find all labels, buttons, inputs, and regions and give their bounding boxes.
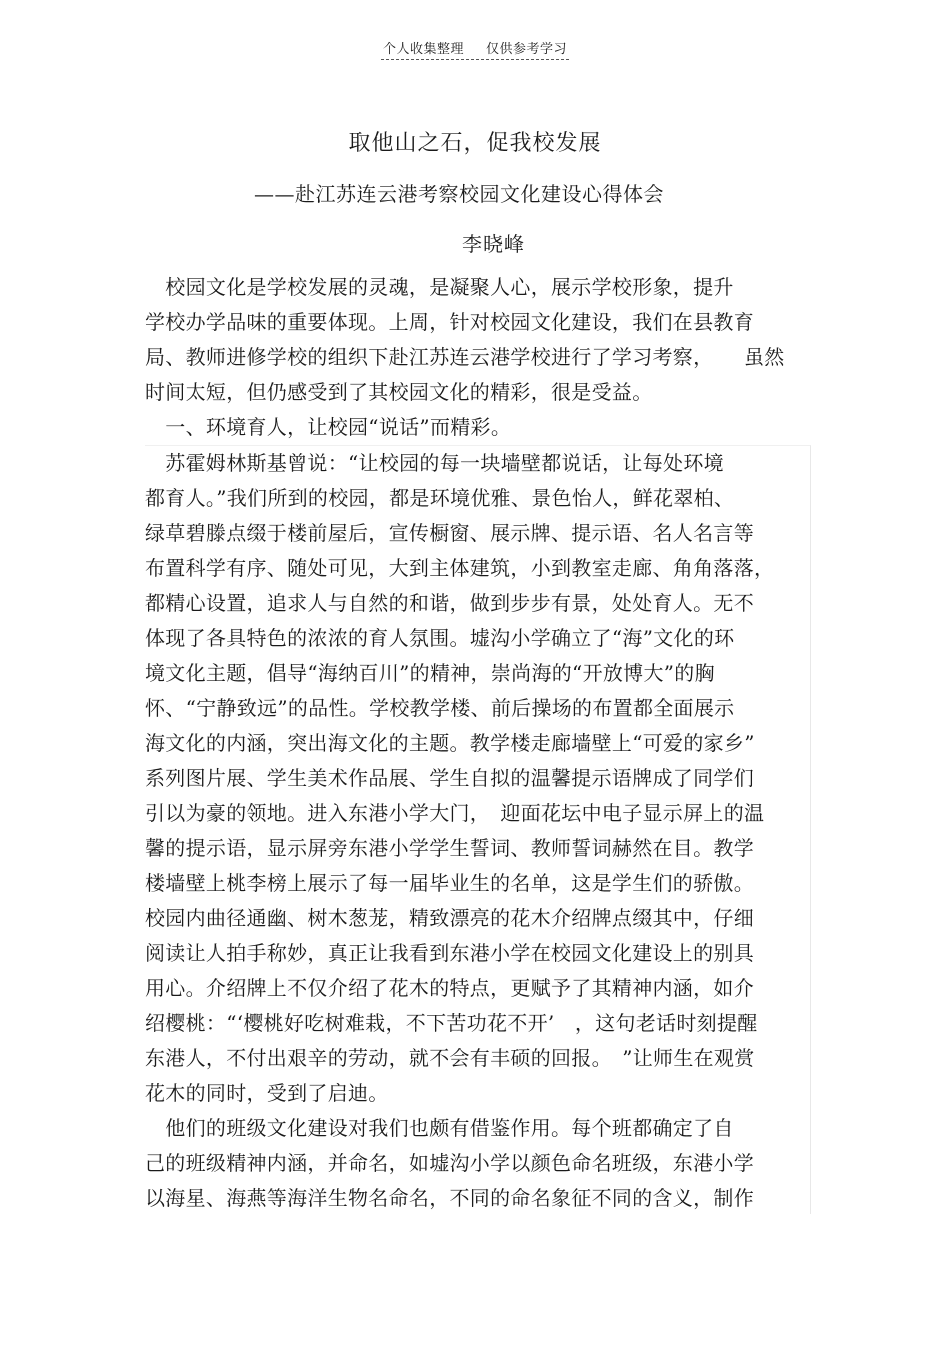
header-right-text: 仅供参考学习	[486, 42, 568, 57]
text-line: 东港人，不付出艰辛的劳动，就不会有丰硕的回报。 ”让师生在观赏	[145, 1046, 755, 1070]
text-line: 以海星、海燕等海洋生物名命名，不同的命名象征不同的含义，制作	[145, 1186, 754, 1210]
page-header	[0, 38, 950, 60]
intro-section	[145, 270, 810, 445]
text-line: 体现了各具特色的浓浓的育人氛围。墟沟小学确立了“海”文化的环	[145, 626, 735, 650]
text-line: 境文化主题，倡导“海纳百川”的精神，崇尚海的“开放博大”的胸	[145, 661, 715, 685]
document-subtitle: ——赴江苏连云港考察校园文化建设心得体会	[254, 182, 664, 206]
text-line: 海文化的内涵，突出海文化的主题。教学楼走廊墙壁上“可爱的家乡”	[145, 731, 755, 755]
document-title: 取他山之石，促我校发展	[348, 131, 602, 156]
text-line: 他们的班级文化建设对我们也颇有借鉴作用。每个班都确定了自	[145, 1116, 734, 1140]
main-section	[145, 445, 811, 1214]
text-line: 布置科学有序、随处可见，大到主体建筑，小到教室走廊、角角落落，	[145, 556, 775, 580]
header-left-text: 个人收集整理	[382, 42, 464, 57]
text-line: 都育人。”我们所到的校园，都是环境优雅、景色怡人，鲜花翠柏、	[145, 486, 735, 510]
text-line: 楼墙壁上桃李榜上展示了每一届毕业生的名单，这是学生们的骄傲。	[145, 871, 754, 895]
document-author: 李晓峰	[462, 232, 525, 256]
text-line: 苏霍姆林斯基曾说：“让校园的每一块墙壁都说话，让每处环境	[145, 451, 724, 475]
section-heading: 一、环境育人，让校园“说话”而精彩。	[145, 415, 512, 439]
text-line: 时间太短，但仍感受到了其校园文化的精彩，很是受益。	[145, 380, 653, 404]
text-line: 绍樱桃：“‘樱桃好吃树难栽，不下苦功花不开’ ，这句老话时刻提醒	[145, 1011, 758, 1035]
text-line: 用心。介绍牌上不仅介绍了花木的特点，更赋予了其精神内涵，如介	[145, 976, 754, 1000]
text-line: 都精心设置，追求人与自然的和谐，做到步步有景，处处育人。无不	[145, 591, 754, 615]
text-line: 绿草碧滕点缀于楼前屋后，宣传橱窗、展示牌、提示语、名人名言等	[145, 521, 754, 545]
header-underline	[381, 38, 569, 60]
text-line: 校园内曲径通幽、树木葱茏，精致漂亮的花木介绍牌点缀其中，仔细	[145, 906, 754, 930]
text-line: 系列图片展、学生美术作品展、学生自拟的温馨提示语牌成了同学们	[145, 766, 754, 790]
text-line: 学校办学品味的重要体现。上周，针对校园文化建设，我们在县教育	[145, 310, 754, 334]
text-line: 怀、“宁静致远”的品性。学校教学楼、前后操场的布置都全面展示	[145, 696, 735, 720]
text-line: 校园文化是学校发展的灵魂，是凝聚人心，展示学校形象，提升	[145, 275, 734, 299]
text-line: 馨的提示语，显示屏旁东港小学学生誓词、教师誓词赫然在目。教学	[145, 836, 754, 860]
text-line: 局、教师进修学校的组织下赴江苏连云港学校进行了学习考察， 虽然	[145, 345, 785, 369]
text-line: 引以为豪的领地。进入东港小学大门， 迎面花坛中电子显示屏上的温	[145, 801, 765, 825]
text-line: 己的班级精神内涵，并命名，如墟沟小学以颜色命名班级，东港小学	[145, 1151, 754, 1175]
text-line: 花木的同时，受到了启迪。	[145, 1081, 389, 1105]
text-line: 阅读让人拍手称妙，真正让我看到东港小学在校园文化建设上的别具	[145, 941, 754, 965]
